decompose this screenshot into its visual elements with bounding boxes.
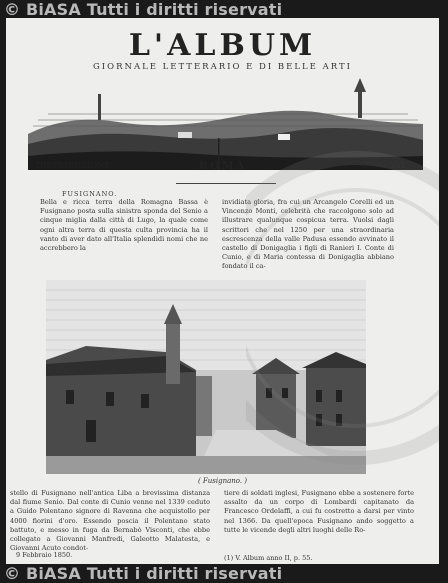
distribution-label: DISTRIBUZIONE [36,161,111,171]
fusignano-engraving [46,280,366,474]
article-column-bottom-left: stello di Fusignano nell'antica Liba a brevissima distanza dal fiume Senio. Dal conte di Cunio venne nel 1339 ceduto a Guido Polentano signore di Ravenna che acquistollo per 4000 fiorini d'oro. Essendo poscia il Polentano stato battuto, e messo in fuga da Bernabò Visconti, che ebbe collegato a Giovanni Manfredi, Galeotto Malatesta, e Giovanni Acuto condot- [10,489,210,553]
watermark-bottom: © BiASA Tutti i diritti riservati [4,564,283,583]
watermark-top: © BiASA Tutti i diritti riservati [4,0,283,19]
footnote: (1) V. Album anno II, p. 55. [224,554,313,562]
title-rule [176,183,276,184]
year-label: ANNO XVI [358,161,405,171]
masthead-subtitle: GIORNALE LETTERARIO E DI BELLE ARTI [92,62,352,72]
article-column-top-right: invidiata gloria, fra cui un Arcangelo Corelli ed un Vincenzo Monti, celebrità che raccolgono solo ad illustrare qualunque cospicua terra. Vuolsi dagli scrittori che nel 1250 per una straordinaria escrescenza della valle Padusa essendo avvinato il castello di Donigaglia i figli di Ranieri I. Conte di Cunio, e di Maria contessa di Donigaglia abbiano fondato il ca- [222,198,394,271]
newspaper-page [6,18,439,564]
illustration-caption: ( Fusignano. ) [197,477,248,485]
masthead-landscape-engraving [28,74,423,170]
article-column-bottom-right: tiere di soldati inglesi, Fusignano ebbe a sostenere forte assalto da un corpo di Lombardi capitanato da Francesco Ordelaffi, a cui fu costretto a darsi per vinto nel 1366. Da quell'epoca Fusignano ando soggetto a tutte le vicende degli altri luoghi delle Ro- [224,489,414,534]
article-column-top-left: Bella e ricca terra della Romagna Bassa è Fusignano posta sulla sinistra sponda del Senio a cinque miglia dalla città di Lugo, la quale come ogni altra terra di questa culta provincia ha il vanto di aver dato all'Italia splendidi nomi che ne accrebbero la [40,198,208,253]
dateline: 9 Febbraio 1850. [16,551,73,559]
article-heading: FUSIGNANO. [62,190,118,198]
masthead-title: L'ALBUM [128,28,317,63]
city-label: ROMA [198,159,247,172]
